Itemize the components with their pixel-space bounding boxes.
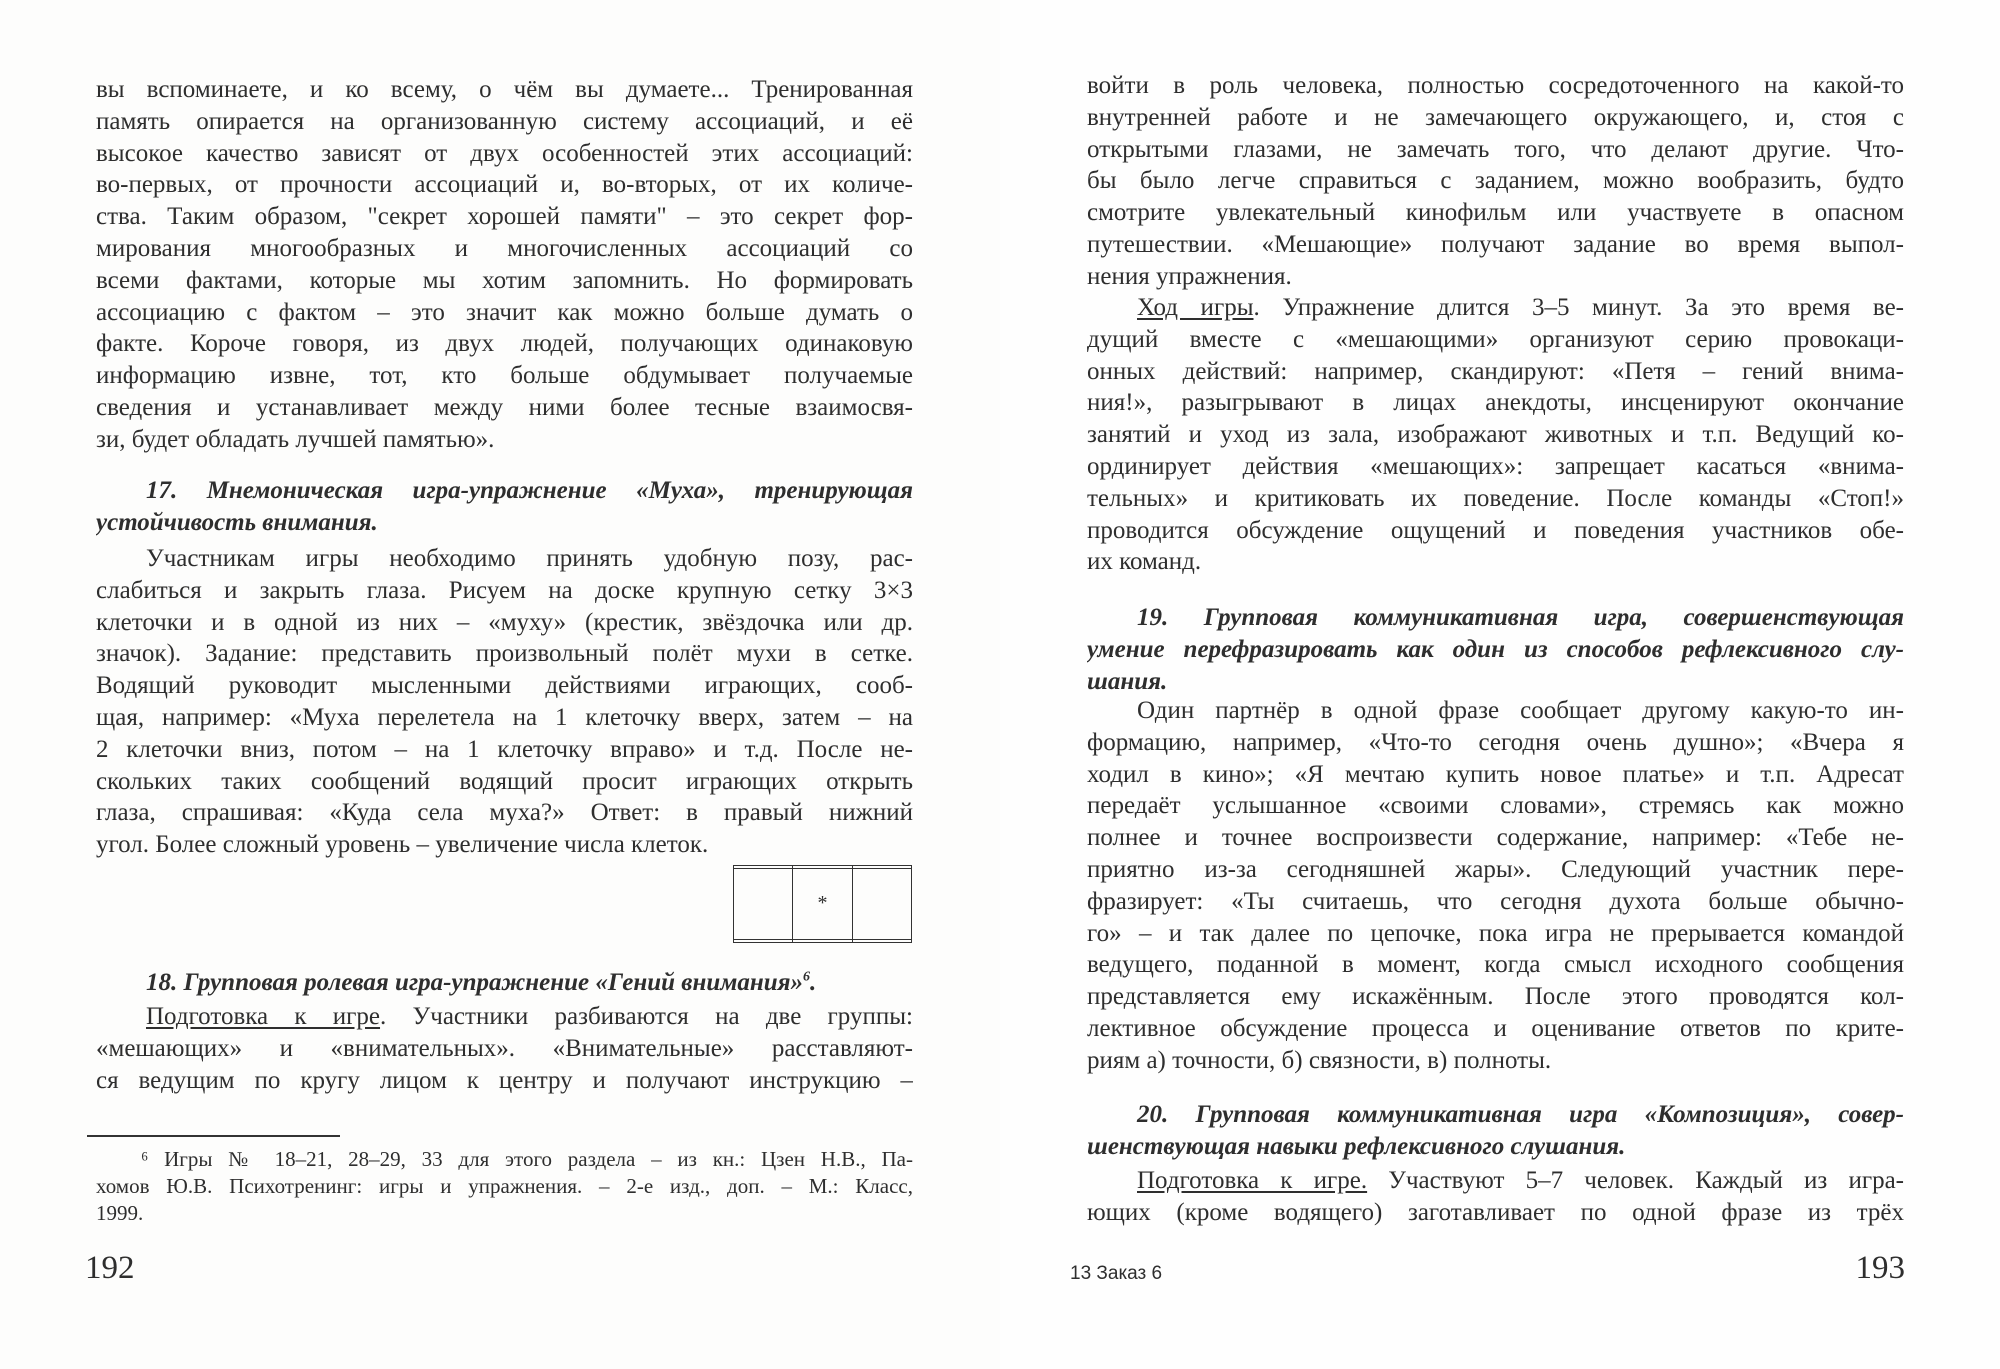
text-line: сведения и устанавливает между ними более тесные взаимосвя- — [96, 393, 913, 421]
text-segment: . Упражнение длится 3–5 минут. За это время ве- — [1253, 294, 1904, 321]
text-line: ассоциацию с фактом – это значит как можно больше думать о — [96, 298, 913, 326]
text-line: их команд. — [1087, 548, 1202, 576]
text-line: память опирается на организованную систему ассоциаций, и её — [96, 107, 913, 135]
text-line: внутренней работе и не замечающего окружающего, и, стоя с — [1087, 103, 1904, 131]
text-line: путешествии. «Мешающие» получают задание во время выпол- — [1087, 230, 1904, 258]
text-line: клеточки и в одной из них – «муху» (крестик, звёздочка или др. — [96, 608, 913, 636]
text-line: проводится обсуждение ощущений и поведения участников обе- — [1087, 516, 1904, 544]
text-line: ⁶ Игры № 18–21, 28–29, 33 для этого раздела – из кн.: Цзен Н.В., Па- — [141, 1147, 913, 1171]
text-line: хомов Ю.В. Психотренинг: игры и упражнения. – 2-е изд., доп. – М.: Класс, — [96, 1174, 913, 1198]
text-line: скольких таких сообщений водящий просит играющих открыть — [96, 767, 913, 795]
underlined-term: Подготовка к игре — [146, 1003, 381, 1030]
text-line: шания. — [1087, 667, 1168, 695]
text-line: полнее и точнее воспроизвести содержание, например: «Тебе не- — [1087, 824, 1904, 852]
text-line: 2 клеточки вниз, потом – на 1 клеточку вправо» и т.д. После не- — [96, 735, 913, 763]
text-line: вы вспоминаете, и ко всему, о чём вы думаете... Тренированная — [96, 76, 913, 103]
text-line: войти в роль человека, полностью сосредоточенного на какой-то — [1087, 72, 1904, 99]
text-line: Водящий руководит мысленными действиями играющих, сооб- — [96, 672, 913, 700]
text-line: ся ведущим по кругу лицом к центру и получают инструкцию – — [96, 1066, 913, 1094]
paragraph — [96, 1001, 913, 1096]
text-line: мирования многообразных и многочисленных ассоциаций со — [96, 234, 913, 262]
text-line: занятий и уход из зала, изображают животных и т.п. Ведущий ко- — [1087, 421, 1904, 449]
printer-signature: 13 Заказ 6 — [1070, 1263, 1163, 1284]
text-segment: . — [810, 969, 817, 996]
paragraph — [96, 543, 913, 861]
text-line: лективное обсуждение процесса и оценивание ответов по крите- — [1087, 1014, 1904, 1042]
text-line: угол. Более сложный уровень – увеличение числа клеток. — [96, 831, 709, 859]
text-line: слабиться и закрыть глаза. Рисуем на доске крупную сетку 3×3 — [96, 576, 913, 604]
section-heading-17 — [96, 475, 913, 539]
text-line: 17. Мнемоническая игра-упражнение «Муха», тренирующая — [146, 477, 913, 504]
page-number: 193 — [1855, 1250, 1905, 1286]
paragraph — [1087, 1165, 1904, 1229]
paragraph — [96, 74, 913, 456]
text-line: «мешающих» и «внимательных». «Внимательные» расставляют- — [96, 1034, 913, 1062]
text-line: формацию, например, «Что-то сегодня очень душно»; «Вчера я — [1087, 728, 1904, 756]
footnote-ref: 6 — [803, 969, 811, 985]
text-line: факте. Короче говоря, из двух людей, получающих одинаковую — [96, 330, 913, 358]
text-line: 1999. — [96, 1201, 144, 1225]
text-line: 20. Групповая коммуникативная игра «Композиция», совер- — [1137, 1101, 1904, 1128]
text-line: щая, например: «Муха перелетела на 1 клеточку вверх, затем – на — [96, 703, 913, 731]
fly-mark: * — [793, 868, 852, 939]
text-line: всеми фактами, которые мы хотим запомнить. Но формировать — [96, 266, 913, 294]
text-segment: Участвуют 5–7 человек. Каждый из игра- — [1367, 1167, 1904, 1194]
text-segment: . Участники разбиваются на две группы: — [380, 1003, 913, 1030]
section-heading-20 — [1087, 1099, 1904, 1163]
grid-3x3-figure — [733, 865, 912, 943]
text-line: ющих (кроме водящего) заготавливает по одной фразе из трёх — [1087, 1198, 1904, 1226]
text-line: глаза, спрашивая: «Куда села муха?» Ответ: в правый нижний — [96, 799, 913, 827]
text-line: дущий вместе с «мешающими» организуют серию провокаци- — [1087, 325, 1904, 353]
text-line — [96, 967, 913, 999]
text-line: го» – и так далее по цепочке, пока игра не прерывается командой — [1087, 919, 1904, 947]
text-line: передаёт услышанное «своими словами», стремясь как можно — [1087, 792, 1904, 820]
text-line: фразирует: «Ты считаешь, что сегодня духота больше обычно- — [1087, 887, 1904, 915]
text-line: смотрите увлекательный кинофильм или участвуете в опасном — [1087, 199, 1904, 227]
section-heading-19 — [1087, 602, 1904, 697]
text-line: риям а) точности, б) связности, в) полноты. — [1087, 1046, 1552, 1074]
text-line: значок). Задание: представить произвольный полёт мухи в сетке. — [96, 640, 913, 668]
text-line: ства. Таким образом, "секрет хорошей памяти" – это секрет фор- — [96, 203, 913, 231]
text-line: представляется ему искажённым. После этого проводятся кол- — [1087, 983, 1904, 1011]
paragraph — [1087, 695, 1904, 1077]
text-line: тельных» и критиковать их поведение. После команды «Стоп!» — [1087, 484, 1904, 512]
text-line: шенствующая навыки рефлексивного слушания. — [1087, 1132, 1626, 1160]
text-line — [96, 1001, 913, 1033]
text-line: открытыми глазами, не замечать того, что делают другие. Что- — [1087, 135, 1904, 163]
text-segment: 18. Групповая ролевая игра-упражнение «Гений внимания» — [146, 969, 804, 996]
text-line: ординирует действия «мешающих»: запрещает касаться «внима- — [1087, 452, 1904, 480]
text-line: умение перефразировать как один из способов рефлексивного слу- — [1087, 635, 1904, 663]
text-line: бы было легче справиться с заданием, можно вообразить, будто — [1087, 167, 1904, 195]
footnote-divider — [87, 1135, 340, 1137]
text-line: ния!», разыгрывают в лицах анекдоты, инсценируют окончание — [1087, 389, 1904, 417]
text-line: ведущего, поданной в момент, когда смысл исходного сообщения — [1087, 951, 1904, 979]
paragraph — [1087, 70, 1904, 293]
text-line: во-первых, от прочности ассоциаций и, во-вторых, от их количе- — [96, 171, 913, 199]
text-line: приятно из-за сегодняшней жары». Следующий участник пере- — [1087, 855, 1904, 883]
paragraph — [1087, 292, 1904, 578]
footnote — [96, 1146, 913, 1227]
text-line: Участникам игры необходимо принять удобную позу, рас- — [146, 545, 913, 572]
text-line: Один партнёр в одной фразе сообщает другому какую-то ин- — [1137, 697, 1904, 724]
text-line: зи, будет обладать лучшей памятью». — [96, 425, 495, 453]
underlined-term: Ход игры — [1137, 294, 1254, 321]
underlined-term: Подготовка к игре. — [1137, 1167, 1368, 1194]
text-line — [1087, 1165, 1904, 1197]
text-line: ходил в кино»; «Я мечтаю купить новое платье» и т.п. Адресат — [1087, 760, 1904, 788]
text-line: информацию извне, тот, кто больше обдумывает получаемые — [96, 362, 913, 390]
text-line: онных действий: например, скандируют: «Петя – гений внима- — [1087, 357, 1904, 385]
section-heading-18 — [96, 967, 913, 999]
text-line: 19. Групповая коммуникативная игра, совершенствующая — [1137, 604, 1904, 631]
text-line: устойчивость внимания. — [96, 508, 378, 536]
text-line: нения упражнения. — [1087, 262, 1292, 290]
text-line — [1087, 292, 1904, 324]
right-page — [1000, 0, 2000, 1369]
page-number: 192 — [85, 1250, 135, 1286]
text-line: высокое качество зависят от двух особенностей этих ассоциаций: — [96, 139, 913, 167]
